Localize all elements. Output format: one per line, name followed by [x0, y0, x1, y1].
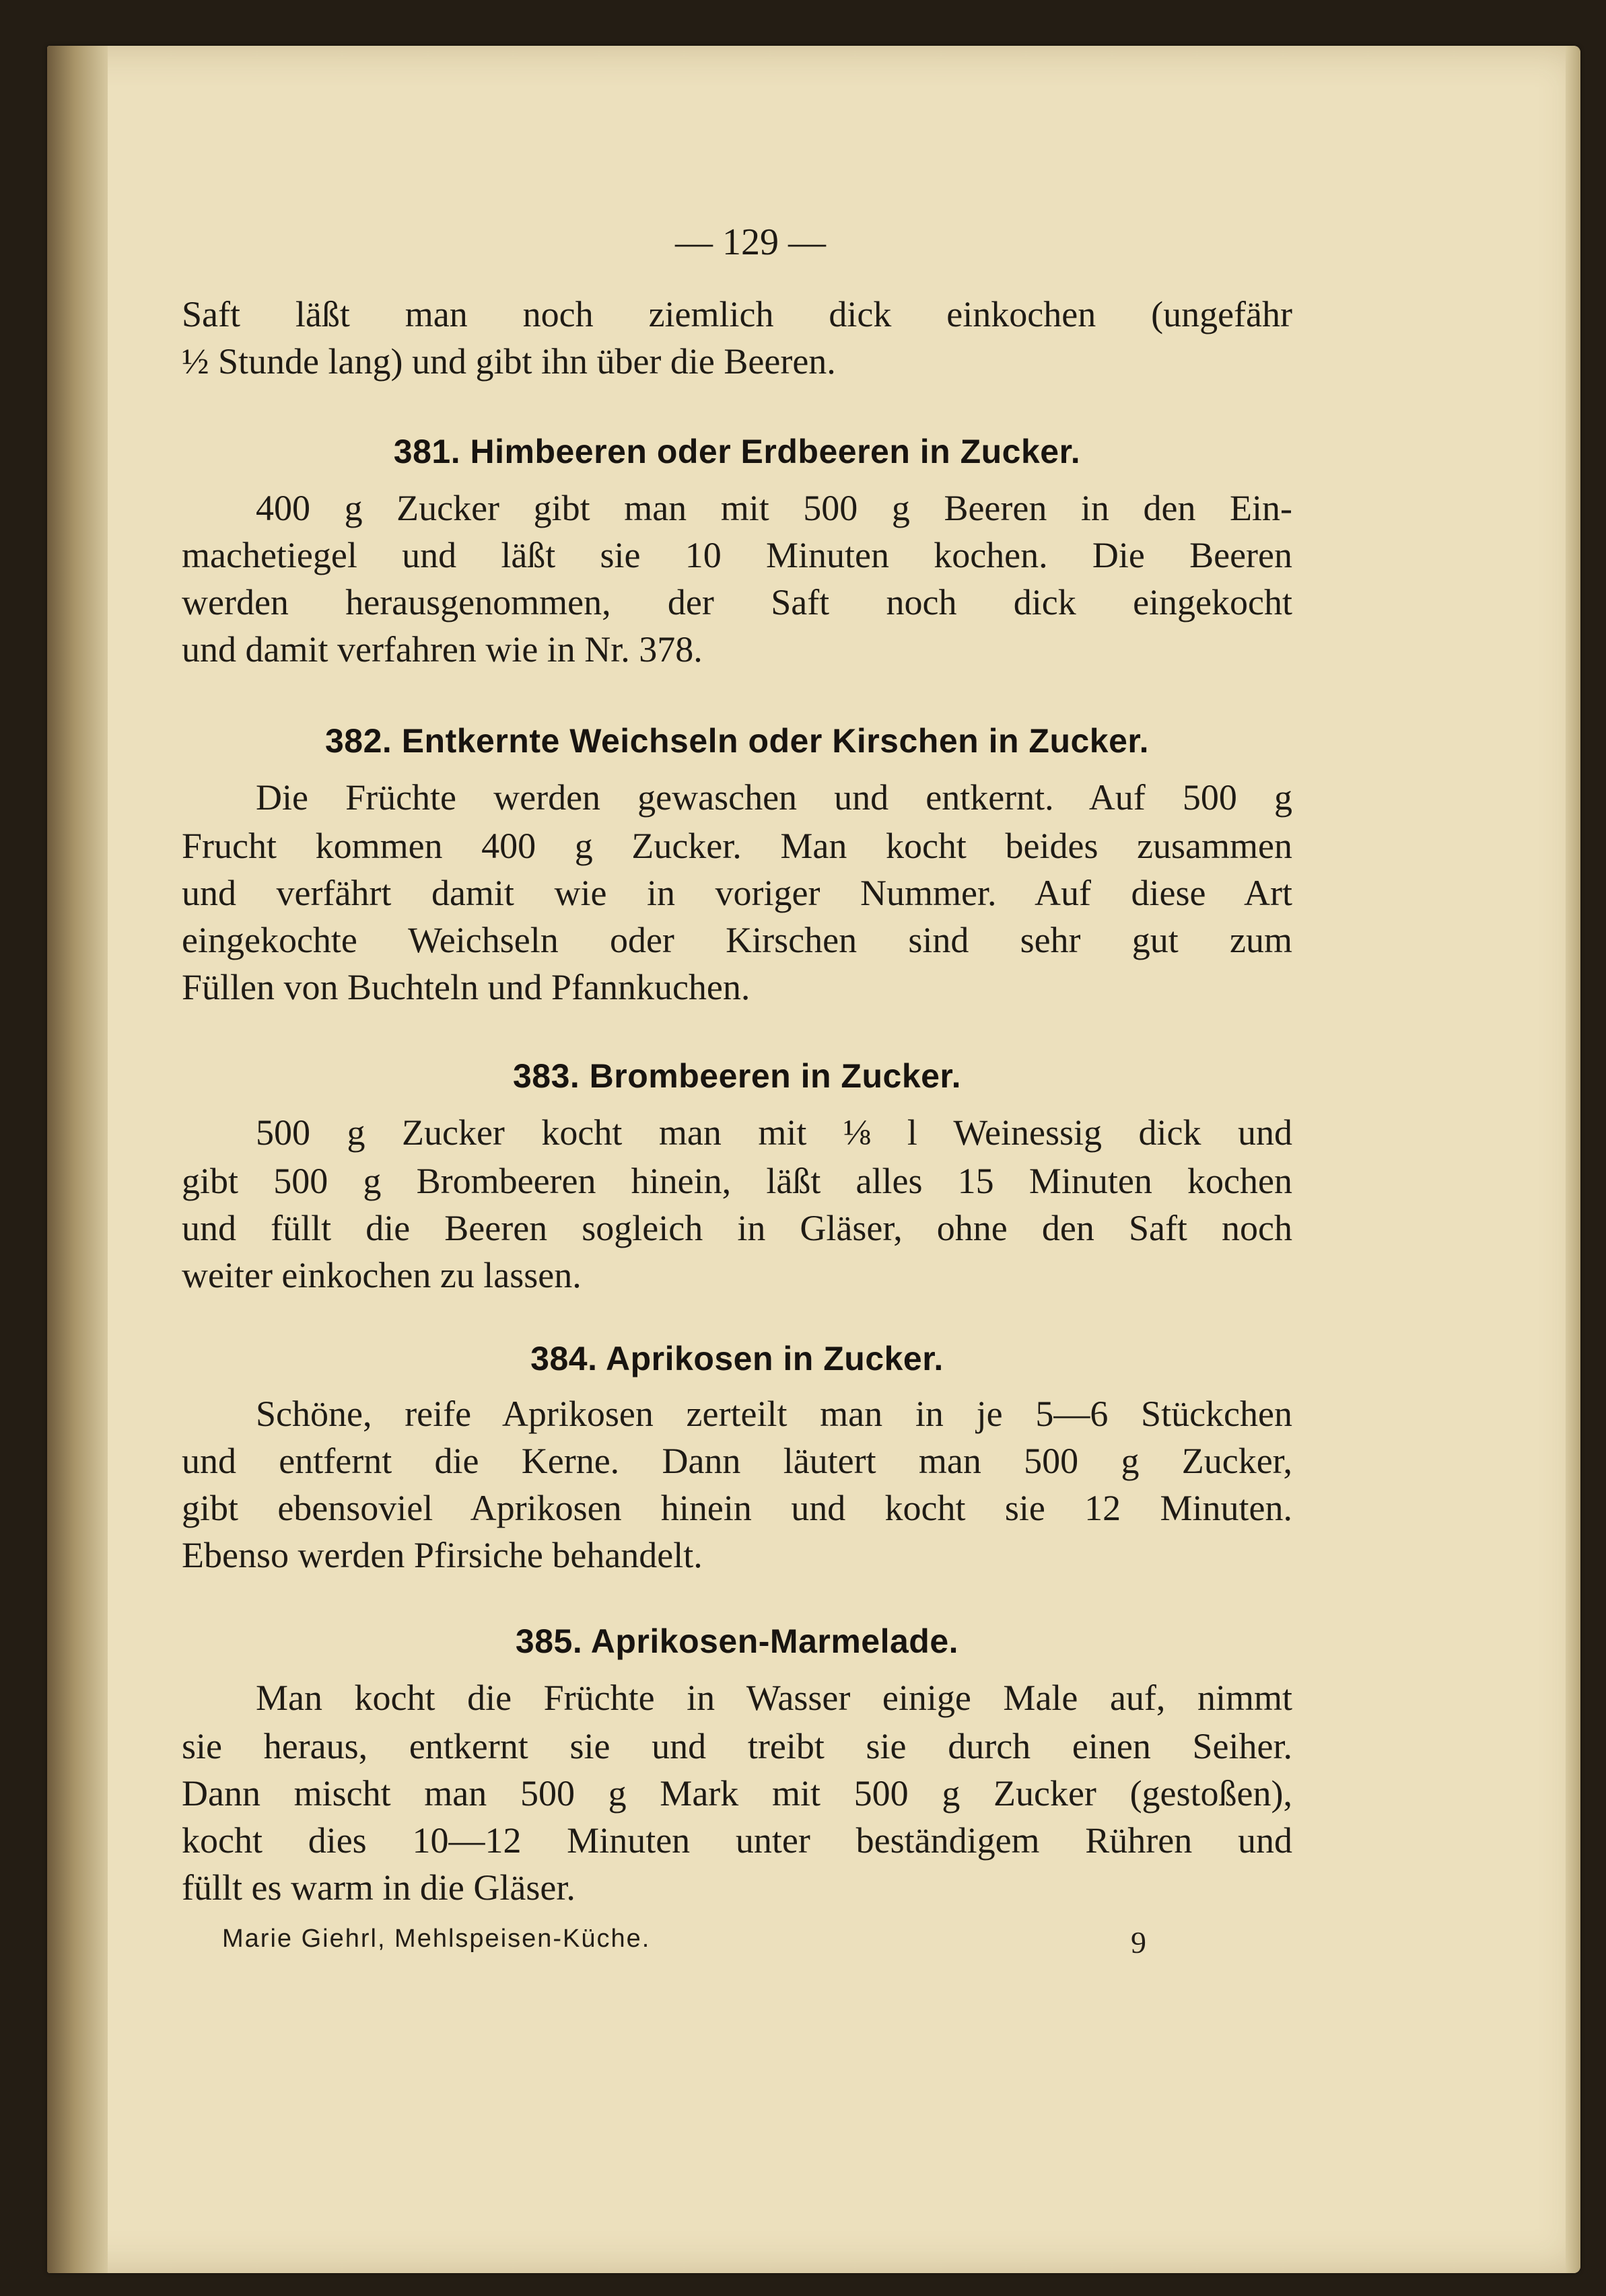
text-line: werden herausgenommen, der Saft noch dick eingekocht [182, 582, 1292, 622]
text-line: Ebenso werden Pfirsiche behandelt. [182, 1535, 703, 1575]
text-line: sie heraus, entkernt sie und treibt sie durch einen Seiher. [182, 1726, 1292, 1766]
recipe-heading-382: 382. Entkernte Weichseln oder Kirschen in Zucker. [324, 722, 1149, 760]
text-line: gibt 500 g Brombeeren hinein, läßt alles 15 Minuten kochen [182, 1161, 1292, 1201]
book-spine [47, 46, 108, 2273]
text-line: gibt ebensoviel Aprikosen hinein und kocht sie 12 Minuten. [182, 1488, 1292, 1528]
text-line: 400 g Zucker gibt man mit 500 g Beeren in den Ein- [256, 488, 1292, 528]
text-line: weiter einkochen zu lassen. [182, 1255, 582, 1295]
page-number: — 129 — [675, 221, 826, 263]
text-line: eingekochte Weichseln oder Kirschen sind sehr gut zum [182, 920, 1292, 960]
text-line: Man kocht die Früchte in Wasser einige Male auf, nimmt [256, 1678, 1292, 1718]
page-edge [1566, 46, 1580, 2273]
recipe-heading-381: 381. Himbeeren oder Erdbeeren in Zucker. [393, 433, 1081, 470]
text-line: Dann mischt man 500 g Mark mit 500 g Zucker (gestoßen), [182, 1773, 1292, 1814]
text-line: 500 g Zucker kocht man mit ⅛ l Weinessig dick und [256, 1112, 1292, 1153]
text-line: Die Früchte werden gewaschen und entkernt. Auf 500 g [256, 777, 1292, 818]
text-line: Frucht kommen 400 g Zucker. Man kocht beides zusammen [182, 826, 1292, 866]
text-line: machetiegel und läßt sie 10 Minuten kochen. Die Beeren [182, 535, 1292, 575]
text-line: Saft läßt man noch ziemlich dick einkochen (ungefähr [182, 294, 1292, 334]
recipe-heading-385: 385. Aprikosen-Marmelade. [515, 1622, 959, 1660]
text-line: und damit verfahren wie in Nr. 378. [182, 629, 703, 670]
text-line: ½ Stunde lang) und gibt ihn über die Beeren. [182, 341, 836, 382]
footer-author: Marie Giehrl, Mehlspeisen-Küche. [222, 1925, 651, 1953]
text-line: kocht dies 10—12 Minuten unter beständigem Rühren und [182, 1820, 1292, 1861]
footer-signature: 9 [1131, 1925, 1148, 1960]
recipe-heading-383: 383. Brombeeren in Zucker. [512, 1057, 962, 1095]
text-line: und füllt die Beeren sogleich in Gläser, ohne den Saft noch [182, 1208, 1292, 1248]
text-line: und verfährt damit wie in voriger Nummer. Auf diese Art [182, 873, 1292, 913]
text-line: Füllen von Buchteln und Pfannkuchen. [182, 967, 750, 1007]
text-line: und entfernt die Kerne. Dann läutert man 500 g Zucker, [182, 1441, 1292, 1481]
text-line: Schöne, reife Aprikosen zerteilt man in je 5—6 Stückchen [256, 1394, 1292, 1434]
recipe-heading-384: 384. Aprikosen in Zucker. [530, 1340, 944, 1377]
text-line: füllt es warm in die Gläser. [182, 1867, 575, 1908]
